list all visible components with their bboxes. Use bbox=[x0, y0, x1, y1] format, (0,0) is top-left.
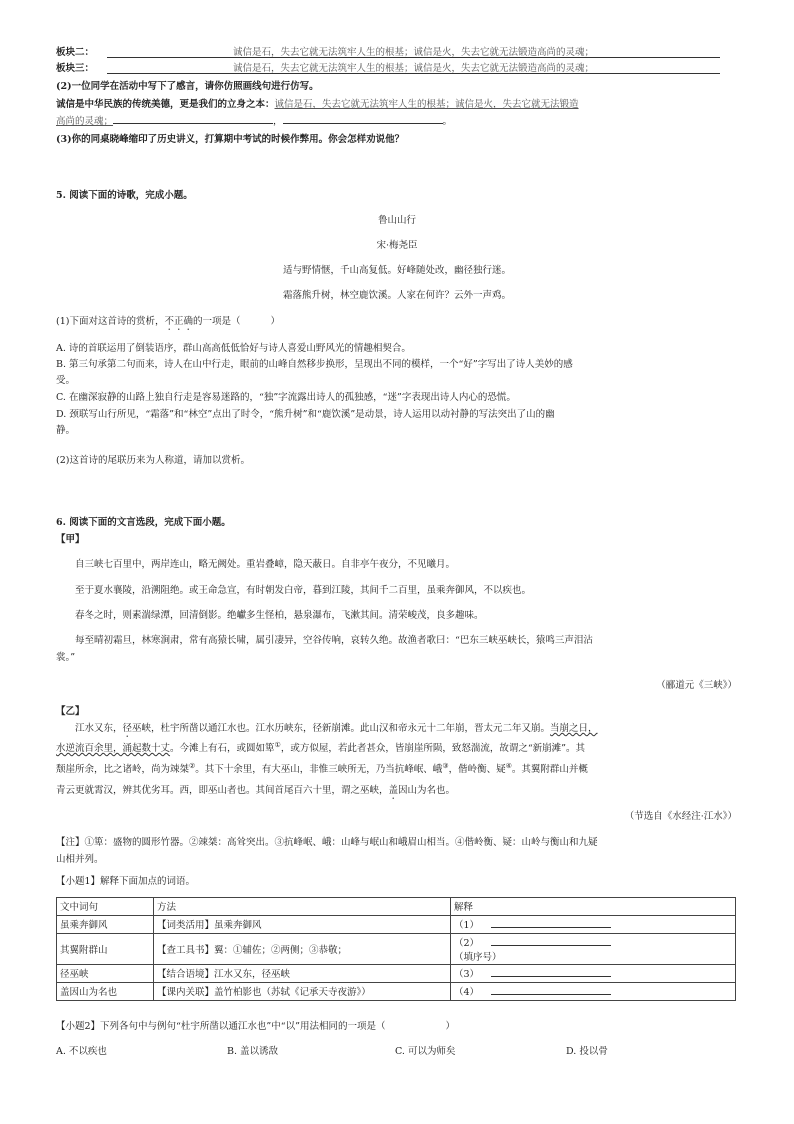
table-cell: 虽乘奔御风 bbox=[57, 916, 154, 934]
table-cell: 盖因山为名也 bbox=[57, 983, 154, 1001]
poem-title: 鲁山山行 bbox=[377, 215, 416, 226]
small-question-1: 【小题1】解释下面加点的词语。 bbox=[56, 876, 196, 887]
yi-l1-wavy: 当崩之日， bbox=[550, 723, 598, 734]
q5-sub1-c: 的一项是（ bbox=[192, 316, 241, 327]
note-marker-4: ④ bbox=[505, 761, 512, 770]
yi-l4a: 青云更就霄汉，辨其优劣耳。西，即巫山者也。其间首尾百六十里，谓之巫峡， bbox=[56, 785, 389, 796]
q5-option-d-line2: 静。 bbox=[56, 425, 76, 436]
note-marker-3: ③ bbox=[442, 761, 449, 770]
jia-paragraph-4-line1: 每至晴初霜旦，林寒涧肃，常有高猿长啸，属引凄异，空谷传响，哀转久绝。故渔者歌曰：“巴东三峡巫峡长，猿鸣三声泪沾 bbox=[75, 635, 593, 646]
q2-body-start: 诚信是中华民族的传统美德，更是我们的立身之本： bbox=[56, 99, 275, 110]
poem-line-1: 适与野情惬，千山高复低。好峰随处改，幽径独行迷。 bbox=[282, 265, 511, 276]
poem-author: 宋·梅尧臣 bbox=[376, 240, 418, 251]
q5-option-a: A. 诗的首联运用了倒装语序，群山高高低低恰好与诗人喜爱山野风光的情趣相契合。 bbox=[56, 343, 411, 354]
option-d: D. 投以骨 bbox=[566, 1046, 608, 1057]
table-row bbox=[57, 983, 736, 1001]
jia-paragraph-1: 自三峡七百里中，两岸连山，略无阙处。重岩叠嶂，隐天蔽日。自非亭午夜分，不见曦月。 bbox=[75, 559, 456, 570]
row2-label: 板块三： bbox=[56, 63, 95, 74]
answer-blank[interactable] bbox=[491, 945, 611, 946]
table-cell-answer bbox=[451, 965, 736, 983]
jia-paragraph-3: 春冬之时，则素湍绿潭，回清倒影。绝巘多生怪柏，悬泉瀑布，飞漱其间。清荣峻茂，良多趣味。 bbox=[75, 610, 484, 621]
vocab-table bbox=[56, 897, 736, 1001]
q5-option-b-line1: B. 第三句承第二句而来，诗人在山中行走，眼前的山峰自然移步换形，呈现出不同的模样，一个“好”字写出了诗人美妙的感 bbox=[56, 359, 573, 370]
answer-number: （4） bbox=[454, 987, 480, 998]
jia-paragraph-4-line2: 裳。” bbox=[56, 652, 76, 663]
q2-period: 。 bbox=[442, 116, 453, 127]
table-header: 方法 bbox=[154, 898, 451, 916]
yi-l3d: 。其翼附群山并概 bbox=[511, 764, 588, 775]
yi-label: 【乙】 bbox=[56, 706, 85, 717]
yi-l4c: 因山为名也。 bbox=[398, 785, 456, 796]
poem-line-2: 霜落熊升树，林空鹿饮溪。人家在何许？云外一声鸡。 bbox=[282, 290, 511, 301]
answer-hint: （填序号） bbox=[454, 952, 502, 963]
yi-l1a: 江水又东， bbox=[75, 723, 123, 734]
answer-blank[interactable] bbox=[491, 927, 611, 928]
note-marker-2: ② bbox=[189, 761, 196, 770]
table-cell: 【结合语境】江水又东，径巫峡 bbox=[154, 965, 451, 983]
jia-label: 【甲】 bbox=[56, 534, 85, 545]
table-cell: 径巫峡 bbox=[57, 965, 154, 983]
q5-sub1-emph: 不正确 bbox=[164, 316, 193, 327]
jia-source: （郦道元《三峡》） bbox=[656, 680, 737, 691]
q3-prompt: (3)你的同桌晓峰缩印了历史讲义，打算期中考试的时候作弊用。你会怎样劝说他？ bbox=[56, 134, 405, 145]
table-row bbox=[57, 965, 736, 983]
q2-blank-2[interactable] bbox=[283, 123, 443, 124]
notes-line2: 山相并列。 bbox=[56, 854, 104, 865]
yi-l3b: 。其下十余里，有大巫山，非惟三峡所无，乃当抗峰岷、峨 bbox=[195, 764, 443, 775]
table-header-row bbox=[57, 898, 736, 916]
row1-answer: 诚信是石，失去它就无法筑牢人生的根基；诚信是火，失去它就无法锻造高尚的灵魂； bbox=[107, 44, 720, 58]
q2-underlined: 诚信是石，失去它就无法筑牢人生的根基；诚信是火，失去它就无法锻造 bbox=[274, 99, 579, 110]
yi-source: （节选自《水经注·江水》） bbox=[624, 811, 737, 822]
q5-option-b-line2: 受。 bbox=[56, 375, 76, 386]
table-cell: 【词类活用】虽乘奔御风 bbox=[154, 916, 451, 934]
option-c: C. 可以为师矣 bbox=[395, 1046, 456, 1057]
table-row bbox=[57, 916, 736, 934]
q2-prompt: (2)一位同学在活动中写下了感言，请你仿照画线句进行仿写。 bbox=[56, 81, 319, 92]
table-row bbox=[57, 934, 736, 965]
option-b: B. 盖以诱敌 bbox=[227, 1046, 279, 1057]
yi-l3c: ，偕岭衡、疑 bbox=[448, 764, 506, 775]
jia-paragraph-2: 至于夏水襄陵，沿溯阻绝。或王命急宣，有时朝发白帝，暮到江陵，其间千二百里，虽乘奔御风，不以疾也。 bbox=[75, 585, 532, 596]
q5-sub1-a: (1)下面对这首诗的赏析， bbox=[56, 316, 165, 327]
table-header: 解释 bbox=[451, 898, 736, 916]
yi-l3a: 颓崖所余，比之诸岭，尚为竦桀 bbox=[56, 764, 190, 775]
option-a: A. 不以疾也 bbox=[56, 1046, 107, 1057]
table-cell: 其翼附群山 bbox=[57, 934, 154, 965]
yi-l4-emph-gai: 盖 bbox=[388, 785, 399, 796]
q5-option-c: C. 在幽深寂静的山路上独自行走是容易迷路的，“独”字流露出诗人的孤独感，“迷”字表现出诗人内心的恐慌。 bbox=[56, 392, 516, 403]
table-header: 文中词句 bbox=[57, 898, 154, 916]
yi-l2-wavy: 水逆流百余里，涌起数十丈 bbox=[56, 743, 171, 754]
yi-l1c: 巫峡，杜宇所凿以通江水也。江水历峡东，径新崩滩。此山汉和帝永元十二年崩，晋太元二年又崩。 bbox=[132, 723, 551, 734]
table-cell-answer bbox=[451, 916, 736, 934]
small-question-2-close: ） bbox=[445, 1021, 455, 1032]
table-cell: 【课内关联】盖竹柏影也（苏轼《记承天寺夜游》） bbox=[154, 983, 451, 1001]
row1-label: 板块二： bbox=[56, 47, 95, 58]
answer-blank[interactable] bbox=[491, 976, 611, 977]
table-cell-answer bbox=[451, 934, 736, 965]
answer-number: （3） bbox=[454, 969, 480, 980]
q5-sub1-close: ） bbox=[270, 316, 281, 327]
row2-answer: 诚信是石，失去它就无法筑牢人生的根基；诚信是火，失去它就无法锻造高尚的灵魂； bbox=[107, 60, 720, 74]
q5-heading: 5. 阅读下面的诗歌，完成小题。 bbox=[56, 190, 193, 201]
note-marker-1: ① bbox=[274, 740, 281, 749]
q2-line2: 高尚的灵魂； bbox=[56, 116, 114, 127]
q2-blank-1[interactable] bbox=[113, 123, 273, 124]
table-cell: 【查工具书】翼：①辅佐；②两侧；③恭敬； bbox=[154, 934, 451, 965]
answer-number: （1） bbox=[454, 920, 480, 931]
q6-heading: 6. 阅读下面的文言选段，完成下面小题。 bbox=[56, 517, 231, 528]
yi-l1-emph-jing: 径 bbox=[122, 723, 133, 734]
answer-blank[interactable] bbox=[491, 994, 611, 995]
q5-option-d-line1: D. 颈联写山行所见，“霜落”和“林空”点出了时令，“熊升树”和“鹿饮溪”是动景，诗人运用以动衬静的写法突出了山的幽 bbox=[56, 409, 555, 420]
yi-l2b: 。今滩上有石，或圆如箄 bbox=[170, 743, 275, 754]
q2-comma: ， bbox=[273, 116, 283, 127]
yi-l2c: ，或方似屋，若此者甚众，皆崩崖所陨，致怒湍流，故谓之“新崩滩”。其 bbox=[280, 743, 586, 754]
answer-number: （2） bbox=[454, 938, 480, 949]
small-question-2: 【小题2】下列各句中与例句“杜宇所凿以通江水也”中“以”用法相同的一项是（ bbox=[56, 1021, 386, 1032]
notes-line1: 【注】①箄：盛物的圆形竹器。②竦桀：高耸突出。③抗峰岷、峨：山峰与岷山和峨眉山相当。④偕岭衡、疑：山岭与衡山和九疑 bbox=[56, 837, 598, 848]
q5-sub2: (2)这首诗的尾联历来为人称道，请加以赏析。 bbox=[56, 455, 250, 466]
table-cell-answer bbox=[451, 983, 736, 1001]
